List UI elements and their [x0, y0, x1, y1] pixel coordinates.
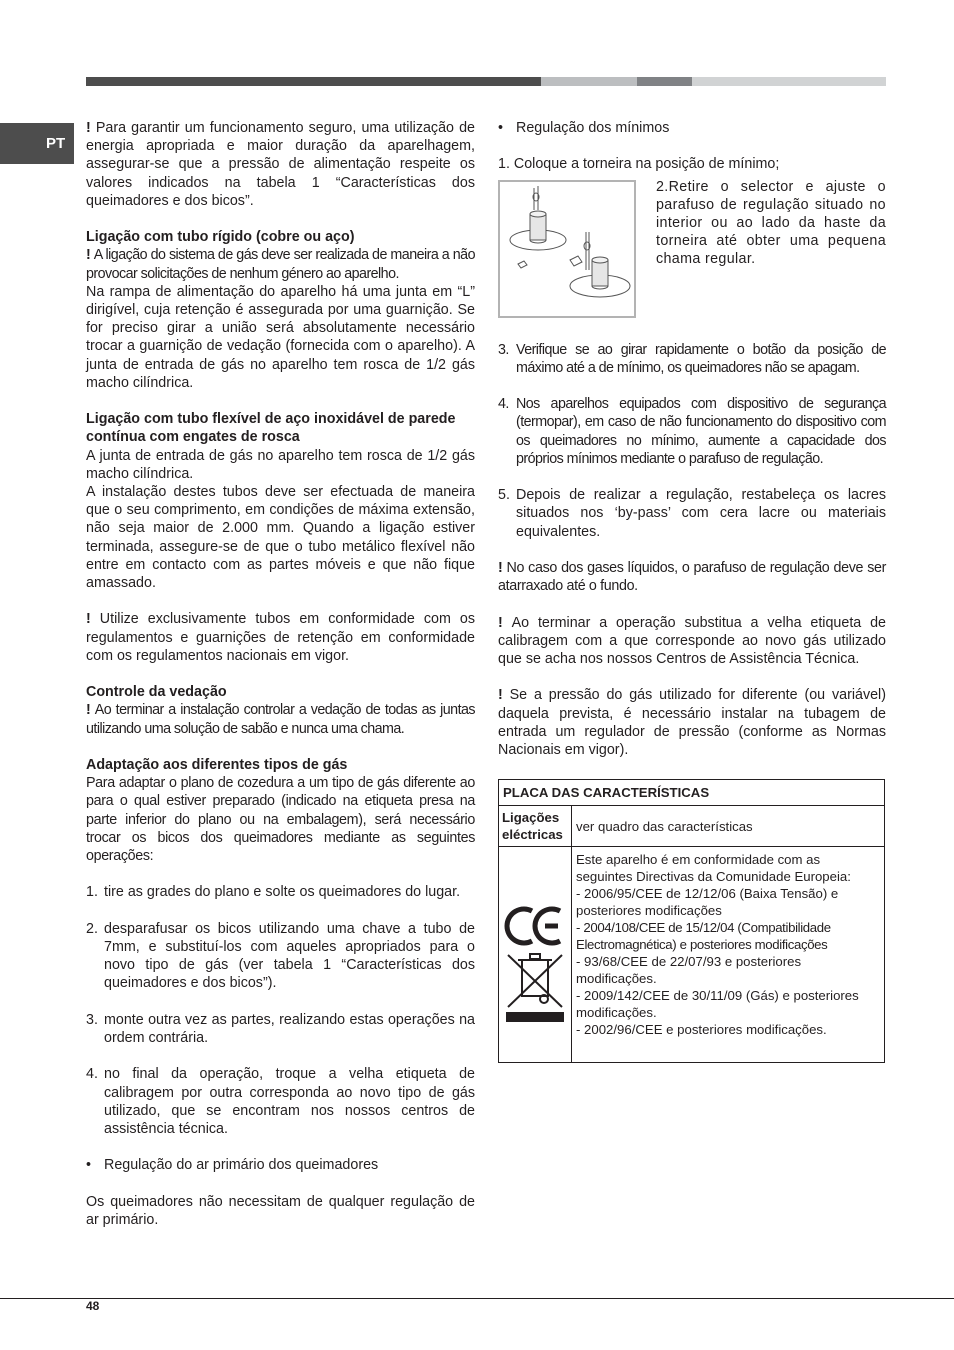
tap-screw-diagram-icon — [500, 182, 634, 316]
tap-adjustment-figure — [498, 180, 636, 318]
safety-note-text: Para garantir um funcionamento seguro, uma utilização de energia apropriada e maior duração da aparelhagem, assegurar-se que a pressão de alimentação respeite os valores indicados na tabela 1 “Características dos queimadores e dos bicos”. — [86, 120, 475, 209]
left-column — [86, 119, 475, 1229]
flexible-pipe-heading: Ligação com tubo flexível de aço inoxidável de parede contínua com engates de rosca — [86, 411, 456, 446]
label-note — [498, 614, 886, 669]
electrical-value: ver quadro das características — [572, 806, 885, 847]
directive-line: Este aparelho é em conformidade com as seguintes Directivas da Comunidade Europeia: — [576, 852, 851, 885]
minimum-regulation-bullet — [498, 119, 886, 137]
warning-mark: ! — [498, 614, 512, 631]
step-number: 4. — [86, 1066, 98, 1083]
pressure-note — [498, 686, 886, 759]
warning-mark: ! — [86, 120, 96, 136]
language-code: PT — [46, 135, 66, 152]
rigid-pipe-warning-text: A ligação do sistema de gás deve ser realizada de maneira a não provocar solicitações de nenhum género ao aparelho. — [86, 247, 475, 282]
ce-weee-marks — [502, 883, 568, 1023]
primary-air-text: Os queimadores não necessitam de qualquer regulação de ar primário. — [86, 1193, 475, 1229]
bullet-icon: • — [86, 1157, 92, 1174]
directive-line: - 2002/96/CEE e posteriores modificações. — [576, 1022, 827, 1038]
step-number: 4. — [498, 396, 509, 413]
step-number: 3. — [86, 1011, 98, 1028]
step-text: monte outra vez as partes, realizando estas operações na ordem contrária. — [104, 1011, 475, 1047]
plate-title: PLACA DAS CARACTERÍSTICAS — [499, 780, 885, 806]
liquid-gas-note — [498, 559, 886, 595]
step-text: Verifique se ao girar rapidamente o botão da posição de máximo até a de mínimo, os queimadores não se apagam. — [516, 341, 886, 376]
rigid-pipe-heading: Ligação com tubo rígido (cobre ou aço) — [86, 229, 355, 246]
header-bar-lightest — [692, 77, 886, 86]
liquid-gas-note-text: No caso dos gases líquidos, o parafuso de regulação deve ser atarraxado até o fundo. — [498, 559, 886, 595]
adaptation-step-3 — [86, 1011, 475, 1047]
warning-mark: ! — [86, 702, 95, 719]
seal-check-warning-text: Ao terminar a instalação controlar a vedação de todas as juntas utilizando uma solução de sabão e nunca uma chama. — [86, 702, 475, 737]
directive-line: - 2004/108/CEE de 15/12/04 (Compatibilidade Electromagnética) e posteriores modificações — [576, 920, 831, 953]
label-note-text: Ao terminar a operação substitua a velha etiqueta de calibragem com a que corresponde ao novo gás utilizado que se acha nos nossos Centros de Assistência Técnica. — [498, 614, 886, 667]
flexible-pipe-body-1: A junta de entrada de gás no aparelho tem rosca de 1/2 gás macho cilíndrica. — [86, 447, 475, 482]
minimum-step-4 — [498, 395, 886, 468]
header-bar-mid — [637, 77, 692, 86]
warning-mark: ! — [498, 687, 510, 704]
step-number: 5. — [498, 487, 510, 504]
adaptation-step-4 — [86, 1065, 475, 1138]
step-text: Nos aparelhos equipados com dispositivo de segurança (termopar), em caso de não funcionamento do dispositivo com os queimadores no mínimo, aumente a capacidade dos próprios mínimos mediante o parafuso de regulação. — [516, 396, 886, 467]
plate-electrical-row — [499, 806, 885, 847]
rigid-pipe-body: Na rampa de alimentação do aparelho há uma junta em “L” dirigível, cuja retenção é assegurada por uma guarnição. Se for preciso girar a união será absolutamente necessário trocar a guarnição de vedação (fornecida com o aparelho). A junta de entrada de gás no aparelho tem rosca de 1/2 gás macho cilíndrica. — [86, 283, 475, 391]
regulations-note-text: Utilize exclusivamente tubos em conformidade com os regulamentos e guarnições de retenção em conformidade com os regulamentos nacionais em vigor. — [86, 611, 475, 664]
header-color-bar — [86, 77, 886, 86]
adaptation-heading: Adaptação aos diferentes tipos de gás — [86, 757, 348, 774]
step-text: desparafusar os bicos utilizando uma chave a tubo de 7mm, e substituí-los com aqueles apropriados para o novo tipo de gás (ver tabela 1 “Características dos queimadores e dos bicos”). — [104, 920, 475, 992]
step-number: 3. — [498, 341, 509, 358]
adaptation-intro: Para adaptar o plano de cozedura a um tipo de gás diferente ao para o qual estiver preparado (indicado na etiqueta presa na parte inferior do plano ou na embalagem), será necessário trocar os bicos dos queimadores mediante as seguintes operações: — [86, 775, 475, 865]
step-text: Depois de realizar a regulação, restabeleça os lacres situados nos ‘by-pass’ com cera lacre ou materiais equivalentes. — [516, 487, 886, 540]
step-text: tire as grades do plano e solte os queimadores do lugar. — [104, 884, 461, 901]
minimum-step-5 — [498, 486, 886, 541]
minimum-step-1: 1. Coloque a torneira na posição de mínimo; — [498, 156, 780, 173]
header-bar-dark — [86, 77, 541, 86]
bullet-text: Regulação dos mínimos — [516, 120, 670, 136]
characteristics-plate-table — [498, 779, 885, 1063]
minimum-step-3 — [498, 341, 886, 377]
bullet-text: Regulação do ar primário dos queimadores — [104, 1157, 379, 1174]
figure-row — [498, 178, 886, 341]
primary-air-bullet — [86, 1156, 475, 1174]
directive-line: - 2009/142/CEE de 30/11/09 (Gás) e posteriores modificações. — [576, 988, 859, 1021]
directive-line: - 93/68/CEE de 22/07/93 e posteriores modificações. — [576, 954, 802, 987]
plate-directives-row — [499, 847, 885, 1063]
right-column — [498, 119, 886, 1063]
rigid-pipe-warning — [86, 246, 475, 282]
plate-title-row — [499, 780, 885, 806]
warning-mark: ! — [86, 611, 100, 628]
page-number: 48 — [86, 1299, 100, 1313]
electrical-label: Ligações eléctricas — [499, 806, 572, 847]
step-number: 1. — [86, 884, 98, 901]
directives-cell — [572, 847, 885, 1063]
seal-check-warning — [86, 701, 475, 737]
ce-mark-icon — [507, 909, 560, 943]
weee-crossed-bin-icon — [507, 954, 563, 1021]
language-tab — [0, 123, 74, 164]
step-number: 2. — [86, 920, 98, 937]
adaptation-step-1 — [86, 883, 475, 901]
step-text: no final da operação, troque a velha etiqueta de calibragem por outra corresponda ao novo tipo de gás utilizado, que se encontram nos nossos centros de assistência técnica. — [104, 1066, 475, 1138]
pressure-note-text: Se a pressão do gás utilizado for diferente (ou variável) daquela prevista, é necessário instalar na tubagem de entrada um regulador de pressão (conforme as Normas Nacionais em vigor). — [498, 687, 886, 758]
regulations-note — [86, 610, 475, 665]
bullet-icon: • — [498, 120, 504, 136]
warning-mark: ! — [498, 559, 507, 576]
warning-mark: ! — [86, 247, 94, 264]
plate-marks-cell — [499, 847, 572, 1063]
flexible-pipe-body-2: A instalação destes tubos deve ser efectuada de maneira que o seu comprimento, em condições de máxima extensão, não seja maior de 2.000 mm. Quando a ligação estiver terminada, assegure-se de que o tubo metálico flexível não entre em contacto com as partes móveis e que não fique amassado. — [86, 484, 475, 592]
footer-rule — [0, 1298, 954, 1299]
directive-line: - 2006/95/CEE de 12/12/06 (Baixa Tensão) e posteriores modificações — [576, 886, 839, 919]
seal-check-heading: Controle da vedação — [86, 684, 227, 701]
minimum-step-2: 2.Retire o selector e ajuste o parafuso de regulação situado no interior ou ao lado da haste da torneira até obter uma pequena chama regular. — [656, 178, 886, 268]
safety-note — [86, 119, 475, 210]
adaptation-step-2 — [86, 920, 475, 993]
header-bar-light — [541, 77, 637, 86]
